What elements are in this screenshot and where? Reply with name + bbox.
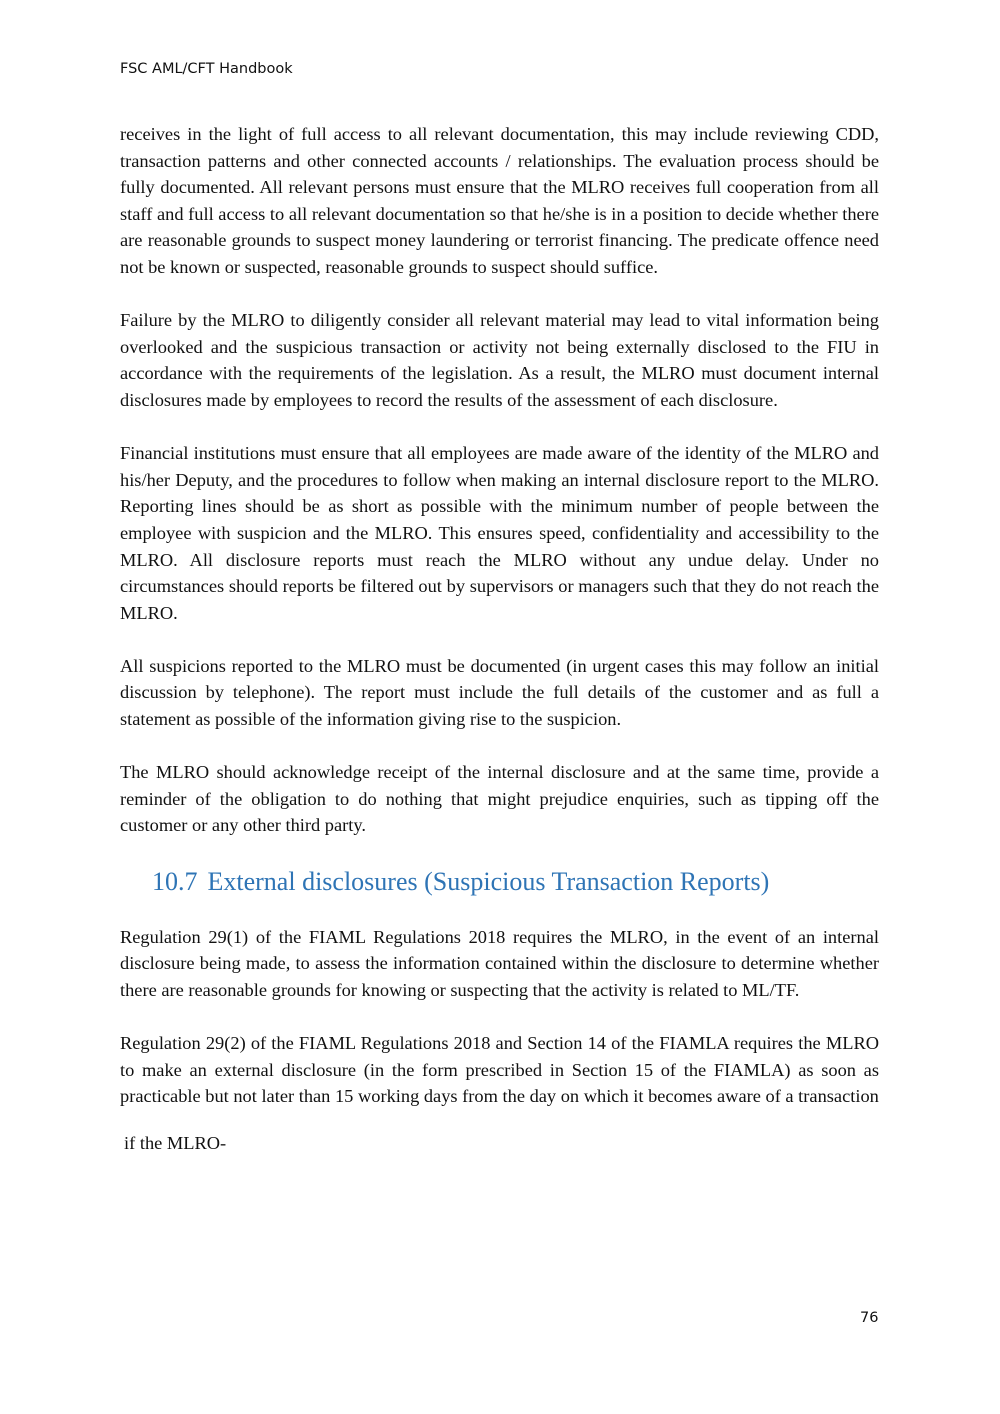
- document-body: [120, 121, 879, 1183]
- body-paragraph: if the MLRO-: [124, 1132, 227, 1153]
- section-title: External disclosures (Suspicious Transaction Reports): [207, 866, 770, 896]
- section-number: 10.7: [152, 866, 198, 896]
- body-paragraph: Regulation 29(2) of the FIAML Regulations 2018 and Section 14 of the FIAMLA requires the MLRO to make an external disclosure (in the form prescribed in Section 15 of the FIAMLA) as soon as practicable but not later than 15 working days from the day on which it becomes aware of a transaction: [120, 1033, 879, 1107]
- running-header-title: FSC AML/CFT Handbook: [120, 61, 293, 77]
- body-paragraph: Financial institutions must ensure that all employees are made aware of the identity of the MLRO and his/her Deputy, and the procedures to follow when making an internal disclosure report to the MLRO. Reporting lines should be as short as possible with the minimum number of people between the employee with suspicion and the MLRO. This ensures speed, confidentiality and accessibility to the MLRO. All disclosure reports must reach the MLRO without any undue delay. Under no circumstances should reports be filtered out by supervisors or managers such that they do not reach the MLRO.: [120, 443, 879, 623]
- body-paragraph: The MLRO should acknowledge receipt of the internal disclosure and at the same time, provide a reminder of the obligation to do nothing that might prejudice enquiries, such as tipping off the customer or any other third party.: [120, 762, 879, 836]
- section-heading: [152, 866, 879, 898]
- body-paragraph: receives in the light of full access to all relevant documentation, this may include reviewing CDD, transaction patterns and other connected accounts / relationships. The evaluation process should be fully documented. All relevant persons must ensure that the MLRO receives full cooperation from all staff and full access to all relevant documentation so that he/she is in a position to decide whether there are reasonable grounds to suspect money laundering or terrorist financing. The predicate offence need not be known or suspected, reasonable grounds to suspect should suffice.: [120, 124, 879, 277]
- body-paragraph: All suspicions reported to the MLRO must be documented (in urgent cases this may follow an initial discussion by telephone). The report must include the full details of the customer and as full a statement as possible of the information giving rise to the suspicion.: [120, 655, 879, 730]
- body-paragraph: Failure by the MLRO to diligently consider all relevant material may lead to vital information being overlooked and the suspicious transaction or activity not being externally disclosed to the FIU in accordance with the requirements of the legislation. As a result, the MLRO must document internal disclosures made by employees to record the results of the assessment of each disclosure.: [120, 310, 879, 410]
- page-number: 76: [860, 1310, 879, 1326]
- body-paragraph: Regulation 29(1) of the FIAML Regulations 2018 requires the MLRO, in the event of an internal disclosure being made, to assess the information contained within the disclosure to determine whether there are reasonable grounds for knowing or suspecting that the activity is related to ML/TF.: [120, 926, 879, 1000]
